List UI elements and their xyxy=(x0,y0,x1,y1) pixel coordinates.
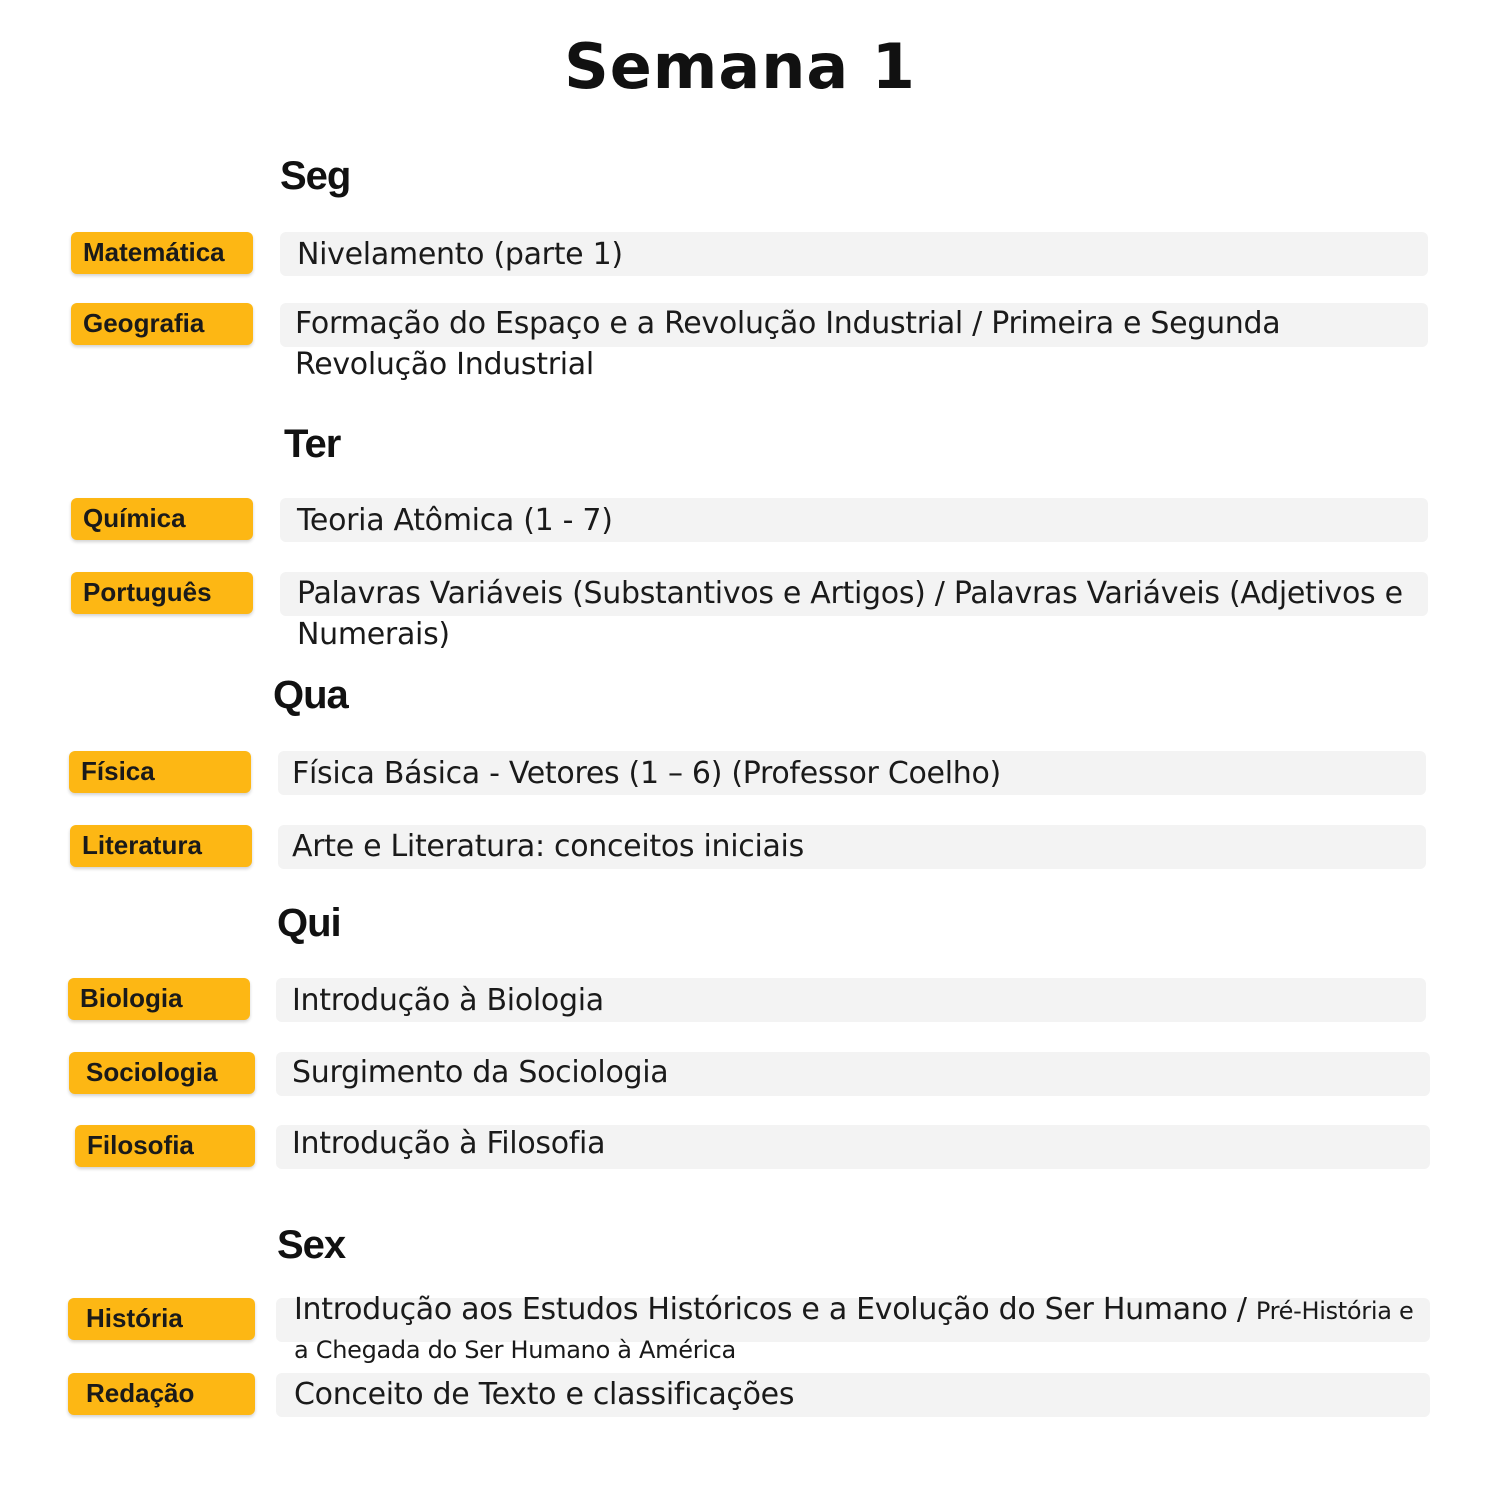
topic-text-small: Pré-História e a Chegada do Ser Humano à América xyxy=(294,1297,1414,1364)
subject-tag-geografia: Geografia xyxy=(71,303,253,345)
subject-tag-redacao: Redação xyxy=(68,1373,255,1415)
subject-tag-biologia: Biologia xyxy=(68,978,250,1020)
subject-tag-filosofia: Filosofia xyxy=(75,1125,255,1167)
topic-text: Palavras Variáveis (Substantivos e Artigos) / Palavras Variáveis (Adjetivos e Numerais) xyxy=(297,576,1403,652)
topic-text: Física Básica - Vetores (1 – 6) (Professor Coelho) xyxy=(292,756,1001,791)
topic-text: Arte e Literatura: conceitos iniciais xyxy=(292,829,804,864)
day-heading-seg: Seg xyxy=(280,154,351,198)
subject-tag-portugues: Português xyxy=(71,572,253,614)
subject-tag-matematica: Matemática xyxy=(71,232,253,274)
topic-text: Introdução à Biologia xyxy=(292,983,604,1018)
subject-tag-fisica: Física xyxy=(69,751,251,793)
topic-text: Introdução à Filosofia xyxy=(292,1126,606,1161)
subject-tag-literatura: Literatura xyxy=(70,825,252,867)
day-heading-qui: Qui xyxy=(277,901,341,945)
topic-text-main: Introdução aos Estudos Históricos e a Evolução do Ser Humano / xyxy=(294,1292,1247,1327)
topic-text: Teoria Atômica (1 - 7) xyxy=(297,503,613,538)
topic-text: Surgimento da Sociologia xyxy=(292,1055,669,1090)
subject-tag-sociologia: Sociologia xyxy=(69,1052,255,1094)
topic-text: Conceito de Texto e classificações xyxy=(294,1377,795,1412)
page-title: Semana 1 xyxy=(564,30,916,103)
day-heading-ter: Ter xyxy=(284,422,341,466)
day-heading-qua: Qua xyxy=(273,673,348,717)
day-heading-sex: Sex xyxy=(277,1223,346,1267)
subject-tag-historia: História xyxy=(68,1298,255,1340)
topic-text xyxy=(294,1291,1414,1369)
subject-tag-quimica: Química xyxy=(71,498,253,540)
topic-text: Nivelamento (parte 1) xyxy=(297,237,623,272)
topic-text: Formação do Espaço e a Revolução Industrial / Primeira e Segunda Revolução Industrial xyxy=(295,306,1281,382)
